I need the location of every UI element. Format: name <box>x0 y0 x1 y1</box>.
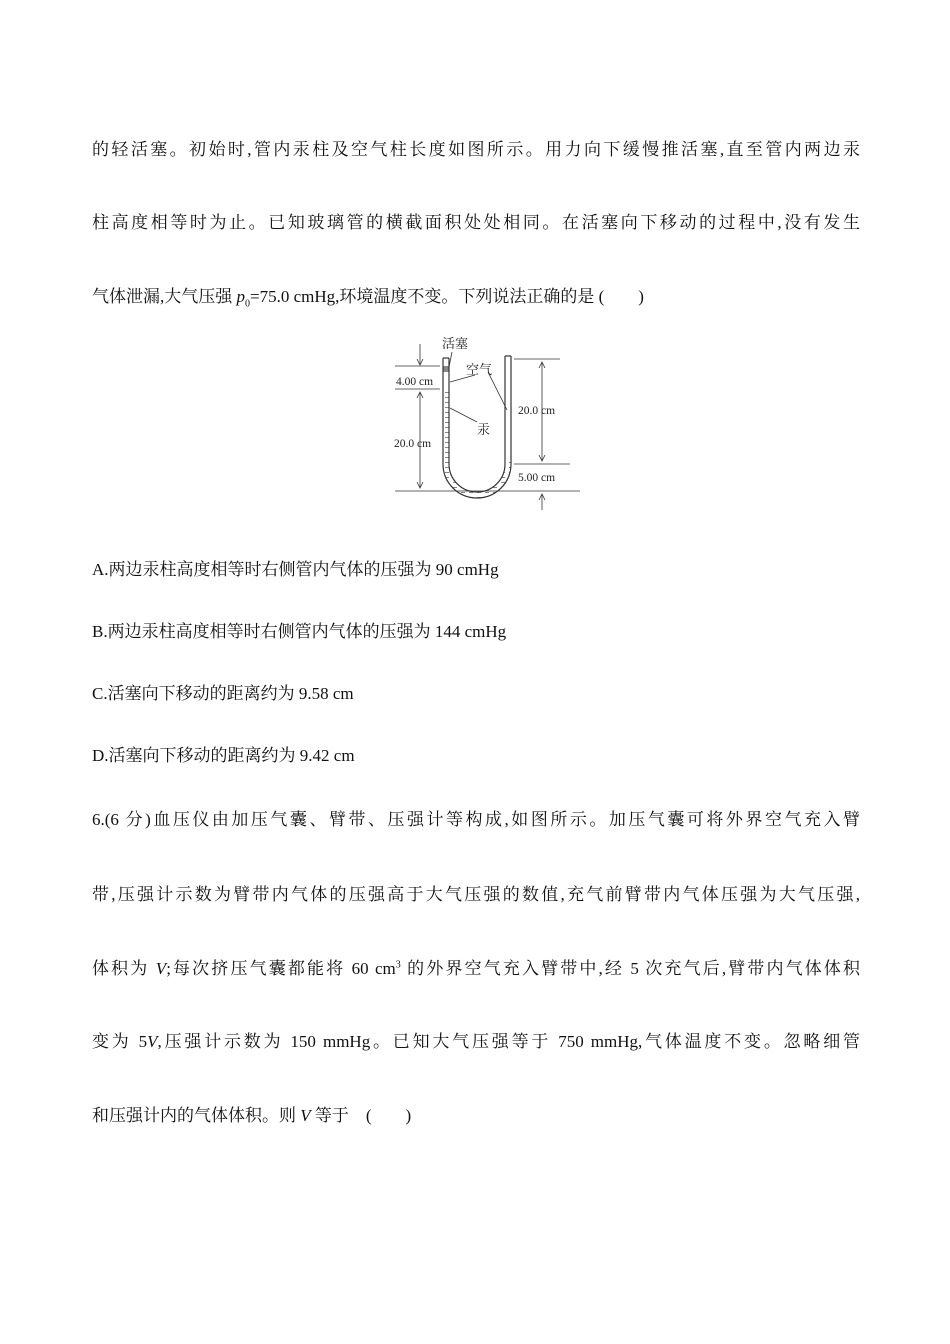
dim-left-bottom: 20.0 cm <box>394 438 432 450</box>
q6-text-line-5: 和压强计内的气体体积。则 V 等于 ( ) <box>92 1106 412 1125</box>
label-piston: 活塞 <box>442 336 469 351</box>
q6-text-line-4: 变为 5V,压强计示数为 150 mmHg。已知大气压强等于 750 mmHg,气体温度不变。忽略细管 <box>92 1032 861 1051</box>
label-air: 空气 <box>466 362 493 377</box>
option-b[interactable]: B.两边汞柱高度相等时右侧管内气体的压强为 144 cmHg <box>92 622 507 641</box>
mercury-column <box>443 389 511 498</box>
q5-text-line-2: 柱高度相等时为止。已知玻璃管的横截面积处处相同。在活塞向下移动的过程中,没有发生 <box>92 213 860 232</box>
q6-text-line-3: 体积为 V;每次挤压气囊都能将 60 $cm^3$ 的外界空气充入臂带中,经 5 次充气后,臂带内气体体积 <box>92 959 861 978</box>
q5-text-line-1: 的轻活塞。初始时,管内汞柱及空气柱长度如图所示。用力向下缓慢推活塞,直至管内两边汞 <box>92 140 860 159</box>
dim-right-top: 20.0 cm <box>518 405 556 417</box>
q5-text-line-3: 气体泄漏,大气压强 $p_0=75.0$ cmHg,环境温度不变。下列说法正确的是 ( ) <box>92 287 644 310</box>
option-d[interactable]: D.活塞向下移动的距离约为 9.42 cm <box>92 746 355 765</box>
q6-text-line-1: 6.(6 分)血压仪由加压气囊、臂带、压强计等构成,如图所示。加压气囊可将外界空气充入臂 <box>92 810 860 829</box>
piston <box>443 366 449 372</box>
option-c[interactable]: C.活塞向下移动的距离约为 9.58 cm <box>92 684 354 703</box>
dim-right-bottom: 5.00 cm <box>518 472 556 484</box>
option-a[interactable]: A.两边汞柱高度相等时右侧管内气体的压强为 90 cmHg <box>92 560 499 579</box>
u-tube-figure <box>380 330 580 515</box>
label-mercury: 汞 <box>477 422 491 437</box>
q6-text-line-2: 带,压强计示数为臂带内气体的压强高于大气压强的数值,充气前臂带内气体压强为大气压强, <box>92 885 860 904</box>
dim-left-top: 4.00 cm <box>396 376 434 388</box>
